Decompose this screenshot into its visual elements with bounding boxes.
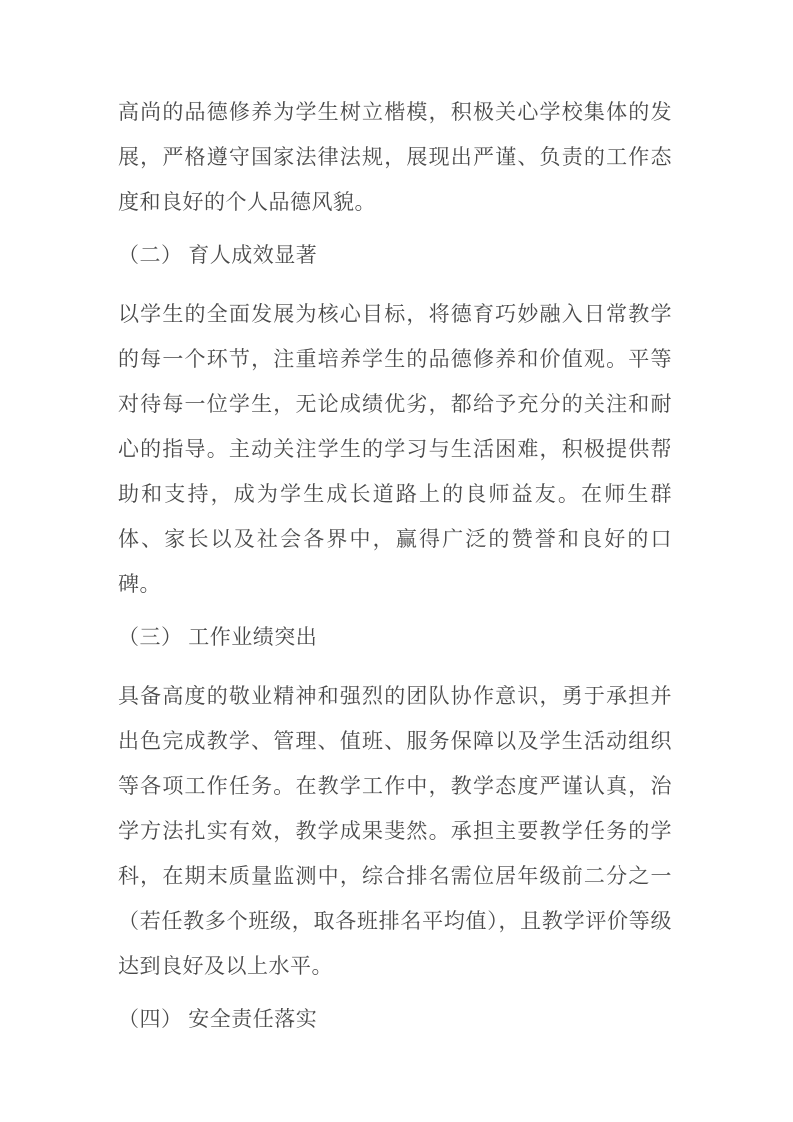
paragraph-work-performance: 具备高度的敬业精神和强烈的团队协作意识，勇于承担并出色完成教学、管理、值班、服务保障以及学生活动组织等各项工作任务。在教学工作中，教学态度严谨认真，治学方法扎实有效，教学成果斐然。承担主要教学任务的学科，在期末质量监测中，综合排名需位居年级前二分之一（若任教多个班级，取各班排名平均值），且教学评价等级达到良好及以上水平。 bbox=[118, 684, 672, 978]
paragraph-moral-conduct: 高尚的品德修养为学生树立楷模，积极关心学校集体的发展，严格遵守国家法律法规，展现出严谨、负责的工作态度和良好的个人品德风貌。 bbox=[118, 100, 672, 214]
heading-section-4-safety-responsibility: （四） 安全责任落实 bbox=[118, 1007, 318, 1031]
document-content bbox=[118, 90, 672, 1056]
heading-section-3-work-performance: （三） 工作业绩突出 bbox=[118, 625, 318, 649]
heading-section-2-education-results: （二） 育人成效显著 bbox=[118, 243, 318, 267]
paragraph-education-results: 以学生的全面发展为核心目标，将德育巧妙融入日常教学的每一个环节，注重培养学生的品德修养和价值观。平等对待每一位学生，无论成绩优劣，都给予充分的关注和耐心的指导。主动关注学生的学习与生活困难，积极提供帮助和支持，成为学生成长道路上的良师益友。在师生群体、家长以及社会各界中，赢得广泛的赞誉和良好的口碑。 bbox=[118, 302, 672, 596]
